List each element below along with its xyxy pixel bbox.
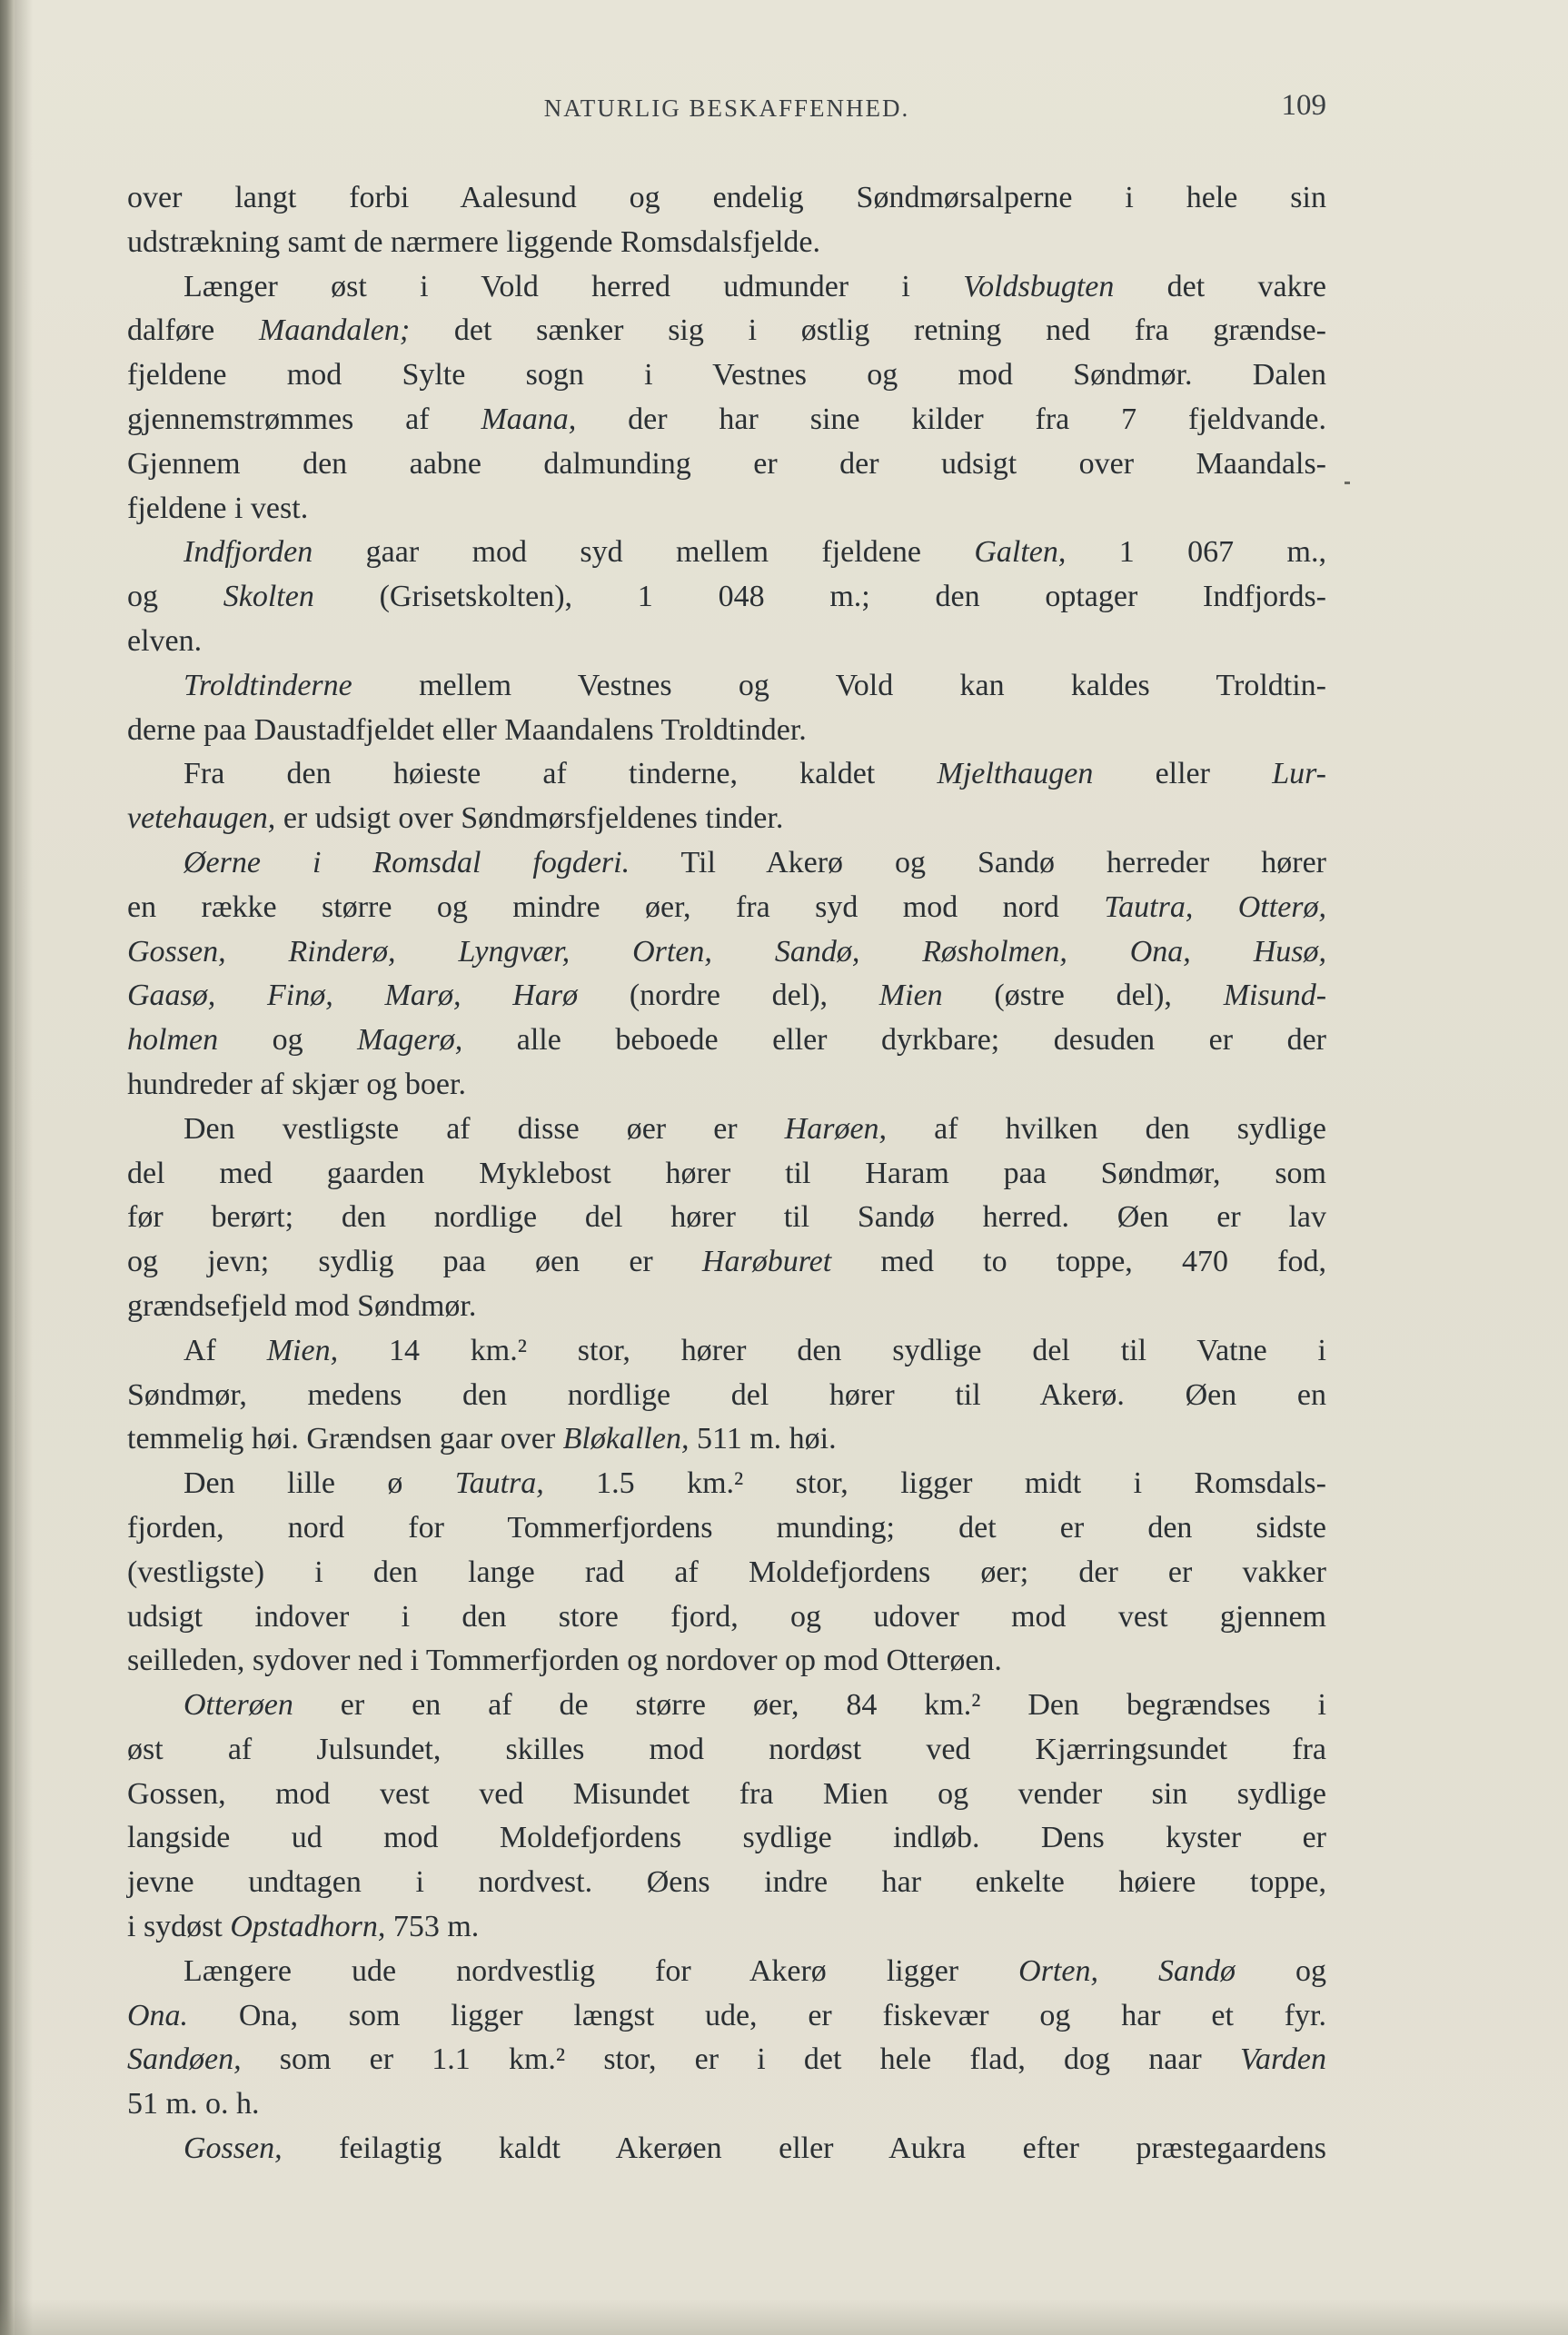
text-run: fjeldene i vest. [127, 491, 309, 525]
text-run: gjennemstrømmes af [127, 402, 481, 436]
italic-text: Ona. [127, 1998, 189, 2032]
italic-text: Opstadhorn, [230, 1910, 386, 1944]
text-run: Længere ude nordvestlig for Akerø ligger [184, 1953, 1019, 1988]
text-run: dalføre [127, 313, 259, 348]
text-line [127, 1417, 1326, 1462]
italic-text: Indfjorden [184, 535, 313, 570]
running-head: NATURLIG BESKAFFENHED. [543, 94, 910, 122]
text-line [127, 531, 1326, 575]
text-line [127, 1506, 1326, 1551]
text-line [127, 2082, 1326, 2127]
text-run: er en af de større øer, 84 km.² Den begrændses i [293, 1688, 1326, 1723]
italic-text: holmen [127, 1023, 219, 1058]
text-line [127, 1861, 1326, 1905]
text-run: fjeldene mod Sylte sogn i Vestnes og mod Søndmør. Dalen [127, 358, 1326, 392]
italic-text: Mien, [266, 1333, 339, 1367]
text-line [127, 1816, 1326, 1861]
italic-text: Voldsbugten [963, 269, 1115, 303]
italic-text: Gossen, [184, 2131, 283, 2166]
text-run: Fra den høieste af tinderne, kaldet [184, 757, 938, 791]
text-line [127, 1329, 1326, 1374]
text-line [127, 1595, 1326, 1640]
text-run: fjorden, nord for Tommerfjordens munding; det er den sidste [127, 1510, 1326, 1545]
italic-text: vetehaugen, [127, 801, 276, 836]
text-line [127, 1551, 1326, 1595]
text-run: Til Akerø og Sandø herreder hører [630, 845, 1326, 879]
page-number: 109 [1281, 89, 1326, 122]
text-line [127, 1773, 1326, 1817]
italic-text: Mjelthaugen [937, 757, 1094, 791]
italic-text: Skolten [223, 580, 314, 614]
text-run: af hvilken den sydlige [887, 1111, 1326, 1146]
text-run: (vestligste) i den lange rad af Moldefjordens øer; der er vakker [127, 1555, 1326, 1589]
text-run: er udsigt over Søndmørsfjeldenes tinder. [275, 801, 784, 836]
page-header [127, 89, 1326, 131]
text-run: 511 m. høi. [689, 1422, 837, 1456]
text-run: 14 km.² stor, hører den sydlige del til Vatne i [338, 1333, 1326, 1367]
italic-text: Sandøen, [127, 2042, 242, 2077]
italic-text: Orten, Sandø [1018, 1953, 1236, 1988]
text-line [127, 176, 1326, 221]
text-line [127, 1285, 1326, 1329]
italic-text: Tautra, Otterø, [1104, 889, 1327, 924]
text-line [127, 1950, 1326, 1994]
text-line [127, 974, 1326, 1018]
text-run: alle beboede eller dyrkbare; desuden er der [462, 1023, 1326, 1058]
text-run: Den vestligste af disse øer er [184, 1111, 785, 1146]
text-run: (nordre del), [578, 979, 879, 1013]
text-line [127, 1374, 1326, 1418]
text-run: del med gaarden Myklebost hører til Haram paa Søndmør, som [127, 1156, 1326, 1190]
text-line [127, 2127, 1326, 2171]
text-run: og jevn; sydlig paa øen er [127, 1245, 702, 1279]
text-run: 753 m. [385, 1910, 480, 1944]
text-run: og [218, 1023, 358, 1058]
text-line [127, 664, 1326, 709]
italic-text: Bløkallen, [562, 1422, 690, 1456]
text-line [127, 1994, 1326, 2039]
text-run: udstrækning samt de nærmere liggende Romsdalsfjelde. [127, 224, 820, 259]
italic-text: Galten, [974, 535, 1067, 570]
text-line [127, 1462, 1326, 1506]
text-run: mellem Vestnes og Vold kan kaldes Troldtin- [352, 668, 1326, 702]
text-run: seilleden, sydover ned i Tommerfjorden og nordover op mod Otterøen. [127, 1644, 1002, 1678]
italic-text: Gaasø, Finø, Marø, Harø [127, 979, 579, 1013]
text-line [127, 1728, 1326, 1773]
text-run: 1 067 m., [1066, 535, 1326, 570]
italic-text: Gossen, Rinderø, Lyngvær, Orten, Sandø, Røsholmen, Ona, Husø, [127, 934, 1326, 969]
text-run: (Grisetskolten), 1 048 m.; den optager Indfjords- [313, 580, 1326, 614]
italic-text: Misund- [1223, 979, 1327, 1013]
book-spine [0, 0, 15, 2335]
text-run: i sydøst [127, 1910, 231, 1944]
text-line [127, 930, 1326, 975]
text-run: Gossen, mod vest ved Misundet fra Mien og vender sin sydlige [127, 1776, 1326, 1811]
italic-text: Otterøen [184, 1688, 293, 1723]
text-run: Gjennem den aabne dalmunding er der udsigt over Maandals- [127, 446, 1326, 481]
italic-text: Troldtinderne [184, 668, 352, 702]
text-line [127, 1018, 1326, 1063]
text-run: (østre del), [942, 979, 1224, 1013]
text-run: eller [1093, 757, 1273, 791]
text-line [127, 886, 1326, 930]
italic-text: Varden [1239, 2042, 1326, 2077]
text-line [127, 1905, 1326, 1950]
text-run: derne paa Daustadfjeldet eller Maandalens Troldtinder. [127, 712, 807, 747]
italic-text: Lur- [1272, 757, 1326, 791]
text-line [127, 841, 1326, 886]
text-run: med to toppe, 470 fod, [831, 1245, 1326, 1279]
text-run: Den lille ø [184, 1466, 455, 1501]
text-line [127, 709, 1326, 753]
text-line [127, 442, 1326, 487]
text-line [127, 2038, 1326, 2082]
text-line [127, 620, 1326, 664]
text-run: og [127, 580, 223, 614]
text-run: Ona, som ligger længst ude, er fiskevær og har et fyr. [188, 1998, 1326, 2032]
text-line [127, 353, 1326, 398]
text-line [127, 1639, 1326, 1684]
text-line [127, 797, 1326, 841]
italic-text: Øerne i Romsdal fogderi. [184, 845, 630, 879]
text-line [127, 398, 1326, 442]
bottom-page-shadow [0, 2299, 1568, 2335]
text-line [127, 1108, 1326, 1152]
text-line [127, 1196, 1326, 1240]
text-run: Længer øst i Vold herred udmunder i [184, 269, 964, 303]
text-run: en række større og mindre øer, fra syd mod nord [127, 889, 1105, 924]
italic-text: Harøburet [701, 1245, 832, 1279]
text-run: før berørt; den nordlige del hører til Sandø herred. Øen er lav [127, 1200, 1326, 1235]
text-run: 51 m. o. h. [127, 2087, 260, 2121]
text-run: over langt forbi Aalesund og endelig Søndmørsalperne i hele sin [127, 181, 1326, 214]
text-run: udsigt indover i den store fjord, og udover mod vest gjennem [127, 1599, 1326, 1634]
italic-text: Tautra, [454, 1466, 544, 1501]
text-line [127, 1684, 1326, 1728]
text-line [127, 309, 1326, 353]
text-line [127, 265, 1326, 310]
text-run: langside ud mod Moldefjordens sydlige indløb. Dens kyster er [127, 1821, 1326, 1855]
body-text [127, 176, 1326, 2171]
text-line [127, 221, 1326, 265]
text-run: elven. [127, 623, 203, 658]
text-run: som er 1.1 km.² stor, er i det hele flad, dog naar [241, 2042, 1240, 2077]
text-run: der har sine kilder fra 7 fjeldvande. [576, 402, 1327, 436]
text-line [127, 1152, 1326, 1197]
text-run: øst af Julsundet, skilles mod nordøst ved Kjærringsundet fra [127, 1732, 1326, 1766]
text-run: det sænker sig i østlig retning ned fra grændse- [410, 313, 1326, 348]
text-line [127, 752, 1326, 797]
italic-text: Harøen, [784, 1111, 888, 1146]
text-run: jevne undtagen i nordvest. Øens indre har enkelte høiere toppe, [127, 1865, 1326, 1900]
text-line [127, 1063, 1326, 1108]
text-run: feilagtig kaldt Akerøen eller Aukra efter præstegaardens [282, 2131, 1326, 2166]
text-run: og [1235, 1953, 1326, 1988]
text-run: temmelig høi. Grændsen gaar over [127, 1422, 563, 1456]
text-run: grændsefjeld mod Søndmør. [127, 1288, 477, 1323]
ink-speck [1345, 482, 1350, 484]
italic-text: Maandalen; [259, 313, 411, 348]
text-run: gaar mod syd mellem fjeldene [313, 535, 975, 570]
text-run: hundreder af skjær og boer. [127, 1067, 466, 1101]
text-line [127, 487, 1326, 532]
italic-text: Mien [878, 979, 943, 1013]
text-run: det vakre [1114, 269, 1326, 303]
text-line [127, 1240, 1326, 1285]
italic-text: Magerø, [357, 1023, 463, 1058]
text-run: Af [184, 1333, 267, 1367]
text-run: 1.5 km.² stor, ligger midt i Romsdals- [543, 1466, 1326, 1501]
spine-shadow [15, 0, 33, 2335]
italic-text: Maana, [481, 402, 577, 436]
text-line [127, 575, 1326, 620]
text-run: Søndmør, medens den nordlige del hører til Akerø. Øen en [127, 1377, 1326, 1412]
